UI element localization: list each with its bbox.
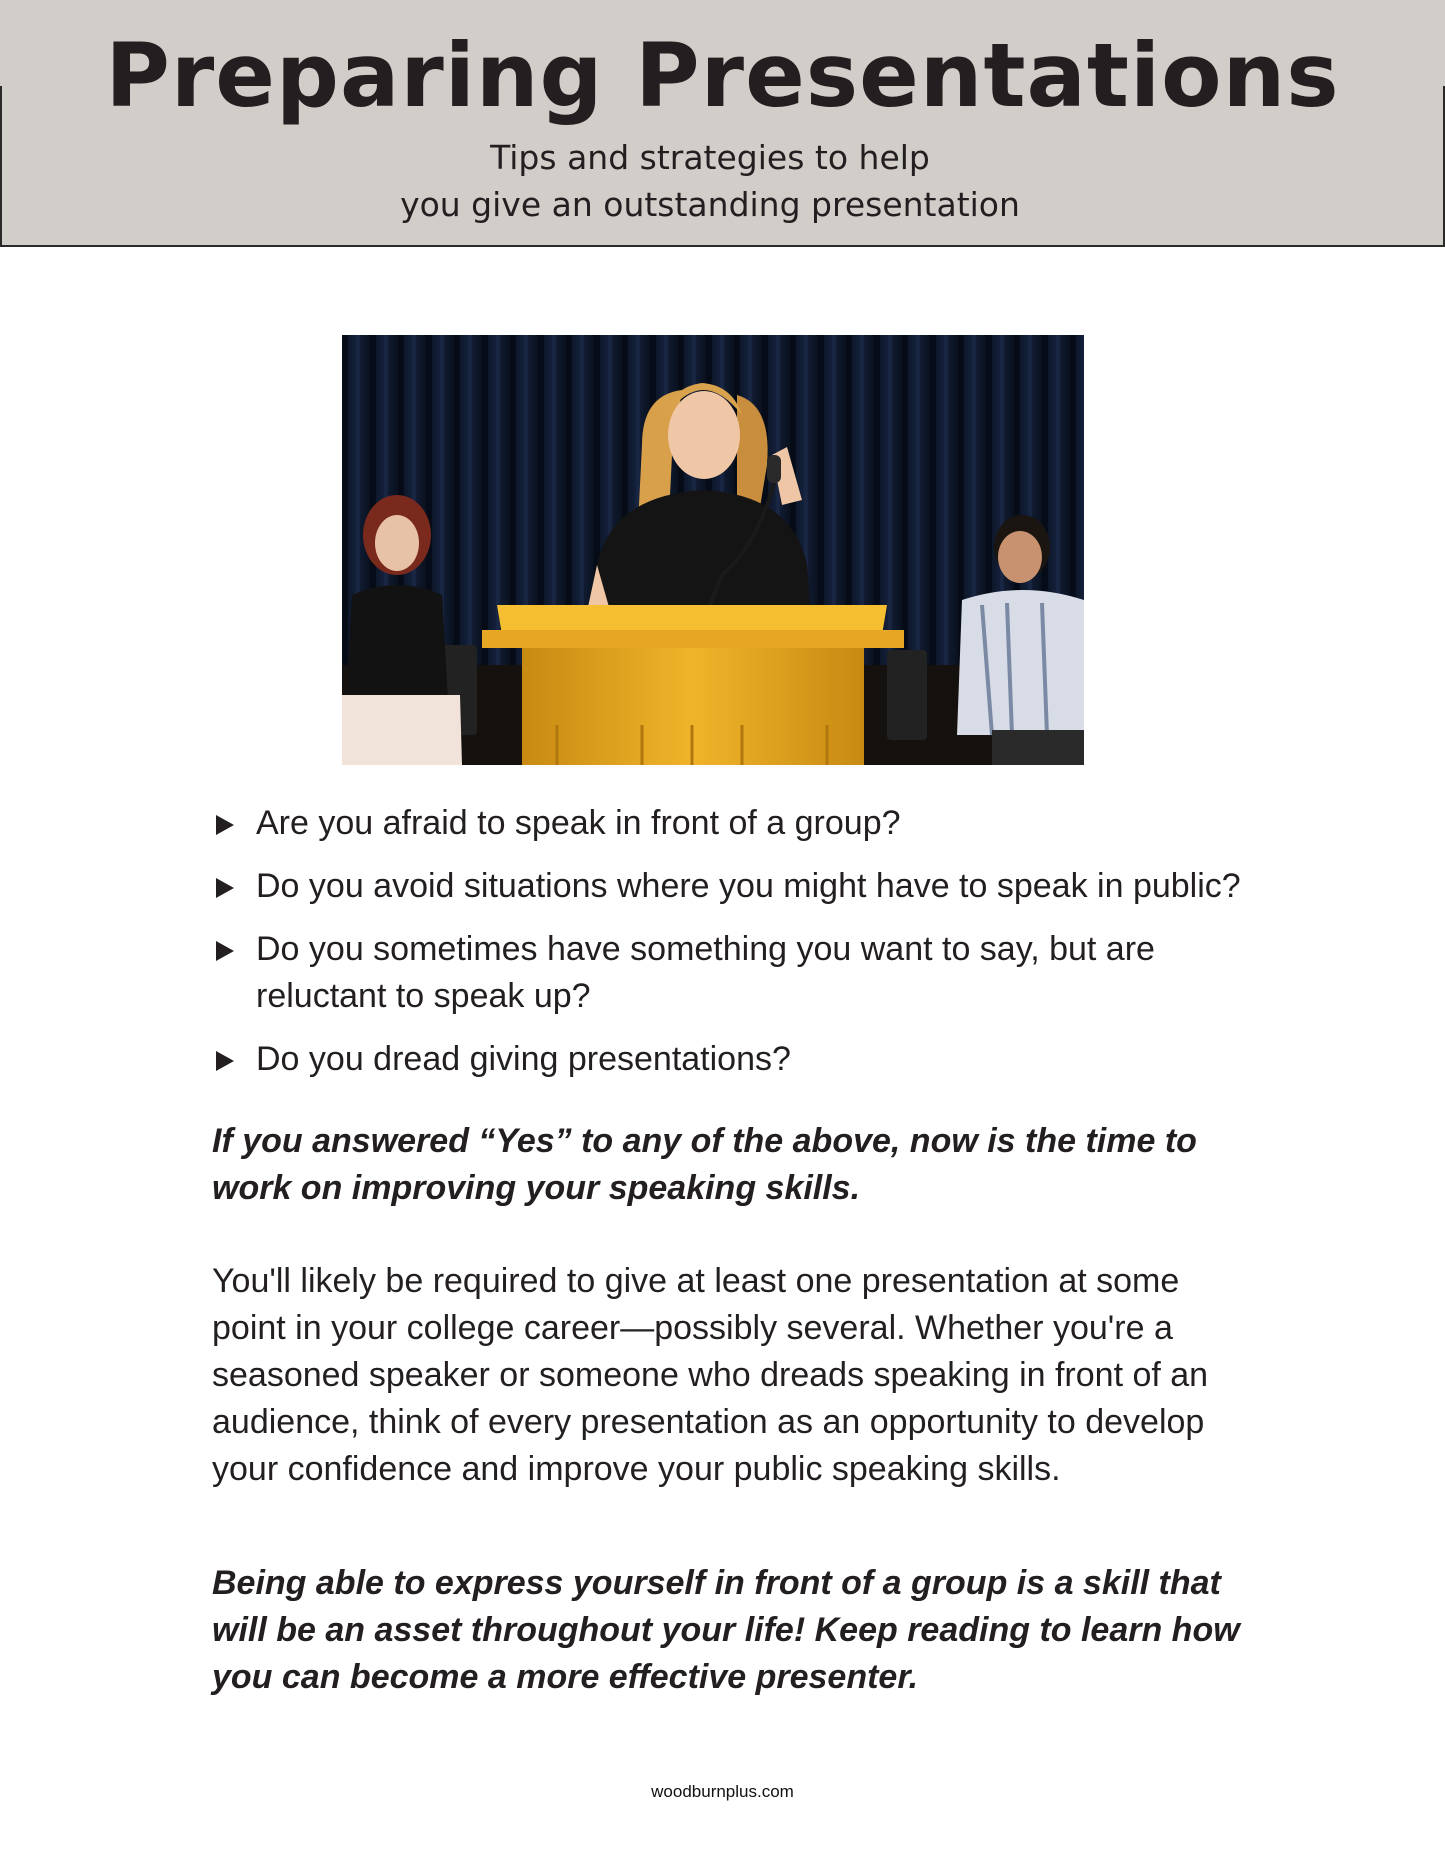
header-band: [0, 0, 1445, 247]
closing-paragraph: Being able to express yourself in front of a group is a skill that will be an asset throughout your life! Keep reading to learn how you can become a more effective presenter.: [212, 1564, 1240, 1696]
triangle-bullet-icon: [216, 941, 234, 961]
page-subtitle: [0, 134, 1420, 228]
list-item: [212, 1036, 1342, 1083]
question-text: Do you dread giving presentations?: [256, 1040, 791, 1078]
question-text: Do you sometimes have something you want to say, but are reluctant to speak up?: [256, 930, 1155, 1015]
body-paragraph: You'll likely be required to give at least one presentation at some point in your college career—possibly several. Whether you're a seasoned speaker or someone who dreads speaking in front of an audience, think of every presentation as an opportunity to develop your confidence and improve your public speaking skills.: [212, 1262, 1209, 1488]
triangle-bullet-icon: [216, 815, 234, 835]
subtitle-line-2: you give an outstanding presentation: [400, 185, 1020, 224]
list-item: [212, 863, 1342, 910]
triangle-bullet-icon: [216, 1051, 234, 1071]
list-item: [212, 800, 1342, 847]
page-title: Preparing Presentations: [105, 24, 1340, 127]
question-text: Are you afraid to speak in front of a group?: [256, 804, 901, 842]
footer-site: woodburnplus.com: [651, 1782, 794, 1801]
question-list: [212, 800, 1342, 1099]
question-text: Do you avoid situations where you might have to speak in public?: [256, 867, 1241, 905]
podium-speaker-photo: [342, 335, 1084, 765]
subtitle-line-1: Tips and strategies to help: [490, 138, 930, 177]
answer-prompt-paragraph: If you answered “Yes” to any of the above, now is the time to work on improving your speaking skills.: [212, 1122, 1197, 1207]
list-item: [212, 926, 1342, 1020]
triangle-bullet-icon: [216, 878, 234, 898]
